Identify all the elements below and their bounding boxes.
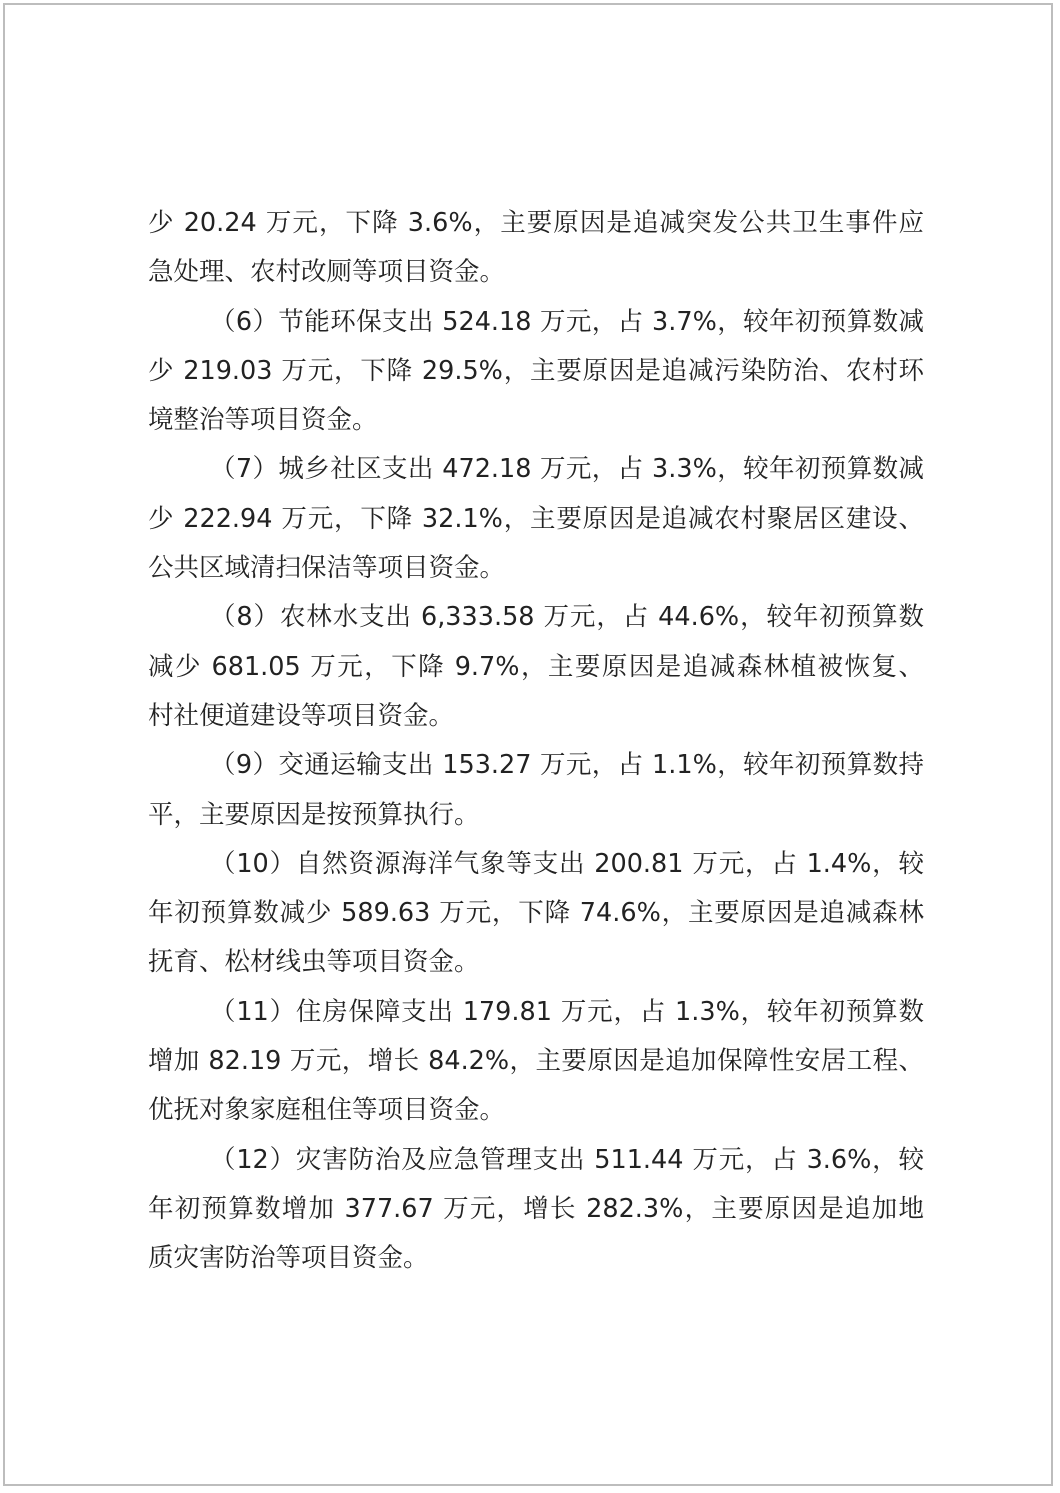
text-line: 少 20.24 万元，下降 3.6%，主要原因是追减突发公共卫生事件应 — [148, 208, 924, 238]
text-line: 少 222.94 万元，下降 32.1%，主要原因是追减农村聚居区建设、 — [148, 503, 924, 534]
text-line: 质灾害防治等项目资金。 — [148, 1243, 429, 1274]
paragraph-p6 — [148, 298, 924, 446]
paragraph-p11 — [148, 988, 924, 1136]
paragraph-p7 — [148, 445, 924, 593]
paragraph-p8 — [148, 593, 924, 741]
text-line: 境整治等项目资金。 — [148, 405, 378, 436]
paragraph-p5-continued — [148, 199, 924, 298]
paragraph-p9 — [148, 741, 924, 840]
text-line: （6）节能环保支出 524.18 万元，占 3.7%，较年初预算数减 — [210, 306, 924, 337]
text-line: （9）交通运输支出 153.27 万元，占 1.1%，较年初预算数持 — [210, 750, 924, 781]
text-line: 平，主要原因是按预算执行。 — [148, 799, 480, 830]
text-line: 急处理、农村改厕等项目资金。 — [148, 257, 506, 288]
text-line: 减少 681.05 万元，下降 9.7%，主要原因是追减森林植被恢复、 — [148, 651, 924, 682]
text-line: 增加 82.19 万元，增长 84.2%，主要原因是追加保障性安居工程、 — [148, 1046, 924, 1077]
text-line: 年初预算数减少 589.63 万元，下降 74.6%，主要原因是追减森林 — [148, 898, 924, 929]
text-line: （7）城乡社区支出 472.18 万元，占 3.3%，较年初预算数减 — [210, 454, 924, 485]
paragraph-p12 — [148, 1136, 924, 1284]
text-line: 年初预算数增加 377.67 万元，增长 282.3%，主要原因是追加地 — [148, 1193, 924, 1224]
text-line: （12）灾害防治及应急管理支出 511.44 万元，占 3.6%，较 — [210, 1144, 924, 1175]
text-line: （8）农林水支出 6,333.58 万元，占 44.6%，较年初预算数 — [210, 602, 924, 633]
text-line: 抚育、松材线虫等项目资金。 — [148, 947, 480, 978]
text-line: （11）住房保障支出 179.81 万元，占 1.3%，较年初预算数 — [210, 996, 924, 1027]
text-line: 优抚对象家庭租住等项目资金。 — [148, 1095, 506, 1126]
text-line: 公共区域清扫保洁等项目资金。 — [148, 553, 506, 584]
text-line: 村社便道建设等项目资金。 — [148, 700, 455, 731]
text-line: 少 219.03 万元，下降 29.5%，主要原因是追减污染防治、农村环 — [148, 355, 924, 386]
document-body — [148, 199, 924, 1284]
paragraph-p10 — [148, 840, 924, 988]
text-line: （10）自然资源海洋气象等支出 200.81 万元，占 1.4%，较 — [210, 848, 924, 879]
page-frame — [3, 3, 1053, 1486]
